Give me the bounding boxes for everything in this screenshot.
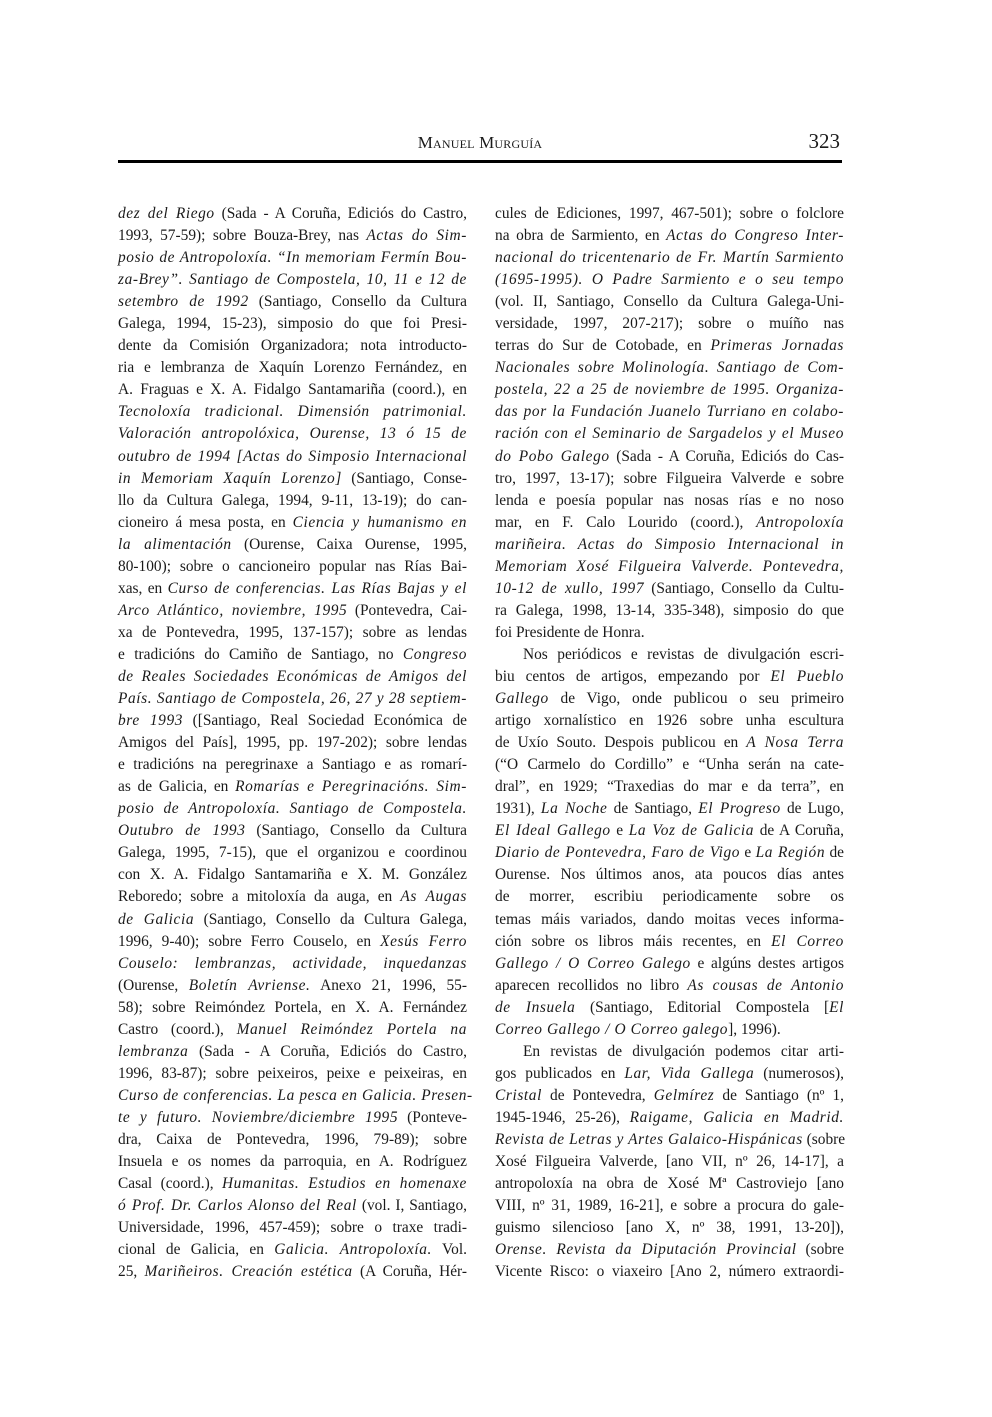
- text-line: [495, 225, 844, 247]
- text-line: [118, 732, 467, 754]
- italic-title: de Galicia: [118, 910, 195, 928]
- body-text: (Sada - A Coruña, Ediciós do Cas-: [609, 447, 844, 465]
- body-text: ], 1996).: [728, 1020, 781, 1038]
- italic-title: El Pueblo: [770, 667, 844, 685]
- body-text: xa de Pontevedra, 1995, 137-157); sobre as lendas: [118, 623, 467, 641]
- text-line: [118, 578, 467, 600]
- text-line: [495, 578, 844, 600]
- italic-title: El Ideal Gallego: [495, 822, 611, 840]
- italic-title: Gallego: [495, 690, 549, 708]
- text-line: [118, 1041, 467, 1063]
- italic-title: Nacionales sobre Molinología. Santiago de Com-: [495, 359, 844, 377]
- body-text: (Ourense,: [118, 976, 189, 994]
- text-line: [118, 997, 467, 1019]
- text-line: [118, 269, 467, 291]
- text-line: [495, 1107, 844, 1129]
- body-text: 1931),: [495, 800, 541, 818]
- text-line: [118, 1239, 467, 1261]
- body-text: con X. A. Fidalgo Santamariña e X. M. González: [118, 866, 467, 884]
- italic-title: Arco Atlántico, noviembre, 1995: [118, 601, 348, 619]
- italic-title: (1695-1995). O Padre Sarmiento e o seu tempo: [495, 271, 844, 289]
- text-line: [495, 688, 844, 710]
- body-text: (Sada - A Coruña, Ediciós do Castro,: [188, 1042, 467, 1060]
- italic-title: As cousas de Antonio: [687, 976, 844, 994]
- italic-title: Curso de conferencias. La pesca en Galicia. Presen-: [118, 1086, 473, 1104]
- body-text: tro, 1997, 13-17); sobre Filgueira Valverde e sobre: [495, 469, 844, 487]
- body-text: 1945-1946, 25-26),: [495, 1108, 630, 1126]
- text-line: [118, 534, 467, 556]
- running-title: Manuel Murguía: [417, 133, 543, 152]
- body-text: En revistas de divulgación podemos citar arti-: [523, 1042, 844, 1060]
- italic-title: Diario de Pontevedra, Faro de Vigo: [495, 844, 741, 862]
- text-line: [495, 622, 844, 644]
- italic-title: te y futuro. Noviembre/diciembre 1995: [118, 1108, 399, 1126]
- body-text: mar, en F. Calo Lourido (coord.),: [495, 513, 757, 531]
- italic-title: Xesús Ferro: [380, 932, 467, 950]
- text-line: [495, 666, 844, 688]
- text-line: [118, 203, 467, 225]
- text-line: [118, 1085, 473, 1107]
- body-text: (sobre: [802, 1130, 846, 1148]
- italic-title: Actas do Sim-: [366, 227, 467, 245]
- body-text: de Vigo, onde publicou o seu primeiro: [548, 690, 844, 708]
- text-line: [495, 335, 844, 357]
- text-line: [118, 247, 467, 269]
- text-line: [495, 909, 844, 931]
- italic-title: Gallego / O Correo Galego: [495, 954, 691, 972]
- body-text: Casal (coord.),: [118, 1175, 222, 1193]
- text-line: [118, 666, 467, 688]
- body-text: (numerosos),: [754, 1064, 844, 1082]
- body-text: 1996, 9-40); sobre Ferro Couselo, en: [118, 932, 381, 950]
- text-line: [118, 1173, 467, 1195]
- italic-title: de Reales Sociedades Económicas de Amigos del: [118, 667, 467, 685]
- body-text: (A Coruña, Hér-: [352, 1263, 467, 1281]
- text-line: [118, 423, 467, 445]
- italic-title: 10-12 de xullo, 1997: [495, 579, 645, 597]
- text-line: [495, 490, 844, 512]
- body-text: xas, en: [118, 579, 168, 597]
- text-line: [495, 291, 844, 313]
- body-text: e: [740, 844, 756, 862]
- body-text: cules de Ediciones, 1997, 467-501); sobre o folclore: [495, 205, 844, 222]
- body-text: 58); sobre Reimóndez Portela, en X. A. Fernández: [118, 998, 467, 1016]
- italic-title: La Región: [755, 844, 826, 862]
- body-text: artigo xornalístico en 1926 sobre unha escultura: [495, 712, 844, 730]
- text-line: [495, 1195, 844, 1217]
- text-line: [495, 203, 844, 225]
- italic-title: de Insuela: [495, 998, 576, 1016]
- text-line: [118, 291, 467, 313]
- italic-title: bre 1993: [118, 712, 184, 730]
- body-text: Nos periódicos e revistas de divulgación escri-: [523, 645, 844, 663]
- text-line: [495, 842, 844, 864]
- body-text: temas máis variados, dando moitas veces informa-: [495, 910, 844, 928]
- body-text: versidade, 1997, 207-217); sobre o muíño nas: [495, 315, 844, 333]
- text-line: [495, 1019, 844, 1041]
- italic-title: El Progreso: [698, 800, 781, 818]
- body-text: Universidade, 1996, 457-459); sobre o traxe tradi-: [118, 1219, 467, 1237]
- body-text: na obra de Sarmiento, en: [495, 227, 667, 245]
- italic-title: Correo Gallego / O Correo galego: [495, 1020, 729, 1038]
- body-text: (Santiago, Conse-: [341, 469, 467, 487]
- italic-title: postela, 22 a 25 de noviembre de 1995. Organiza-: [495, 381, 844, 399]
- italic-title: Congreso: [402, 645, 467, 663]
- text-line: [118, 468, 467, 490]
- italic-title: Humanitas. Estudios en homenaxe: [221, 1175, 467, 1193]
- text-line: [118, 335, 467, 357]
- text-line: [495, 446, 844, 468]
- body-text: e: [610, 822, 629, 840]
- body-text: cioneiro á mesa posta, en: [118, 513, 293, 531]
- text-line: [495, 1173, 844, 1195]
- running-head: [118, 131, 842, 159]
- italic-title: Primeras Jornadas: [710, 337, 844, 355]
- italic-title: Gelmírez: [653, 1086, 715, 1104]
- italic-title: ración con el Seminario de Sargadelos y el Museo: [495, 425, 844, 443]
- text-line: [495, 1151, 844, 1173]
- text-line: [495, 1085, 844, 1107]
- text-line: [118, 798, 467, 820]
- text-line: [118, 931, 467, 953]
- body-text: Insuela e os nomes da parroquia, en A. Rodríguez: [118, 1153, 467, 1171]
- text-line: [118, 886, 467, 908]
- text-line: [495, 1217, 844, 1239]
- text-line: [118, 1217, 467, 1239]
- italic-title: La Voz de Galicia: [628, 822, 755, 840]
- body-text: VIII, nº 31, 1989, 16-21], e sobre a procura do gale-: [495, 1197, 844, 1215]
- text-line: [495, 600, 844, 622]
- body-text: (Santiago, Consello da Cultura Galega,: [194, 910, 467, 928]
- body-text: 1996, 83-87); sobre peixeiros, peixe e peixeiras, en: [118, 1064, 467, 1082]
- body-text: terras do Sur de Cotobade, en: [495, 337, 711, 355]
- italic-title: posio de Antropoloxía. “In memoriam Fermín Bou-: [118, 249, 467, 267]
- body-text: (Ourense, Caixa Ourense, 1995,: [231, 535, 467, 553]
- text-line: [118, 512, 467, 534]
- italic-title: Revista de Letras y Artes Galaico-Hispánicas: [495, 1130, 803, 1148]
- text-line: [118, 754, 467, 776]
- text-line: [495, 864, 844, 886]
- text-line: [118, 556, 467, 578]
- italic-title: Orense. Revista da Diputación Provincial: [495, 1241, 797, 1259]
- italic-title: posio de Antropoloxía. Santiago de Compostela.: [118, 800, 467, 818]
- text-line: [495, 1239, 844, 1261]
- text-line: [495, 1041, 844, 1063]
- text-line: [495, 512, 844, 534]
- italic-title: lembranza: [118, 1042, 189, 1060]
- body-text: Vicente Risco: o viaxeiro [Ano 2, número extraordi-: [495, 1263, 844, 1281]
- text-line: [118, 644, 467, 666]
- body-text: Anexo 21, 1996, 55-: [310, 976, 467, 994]
- body-text: 80-100); sobre o cancioneiro popular nas Rías Bai-: [118, 557, 467, 575]
- text-line: [118, 1151, 467, 1173]
- body-text: aparecen recollidos no libro: [495, 976, 688, 994]
- italic-title: Boletín Avriense.: [188, 976, 311, 994]
- body-text: as de Galicia, en: [118, 778, 236, 796]
- body-text: 25,: [118, 1263, 145, 1281]
- text-line: [118, 490, 467, 512]
- body-text: de Pontevedra,: [541, 1086, 654, 1104]
- text-line: [495, 556, 844, 578]
- body-text: gos publicados en: [495, 1064, 625, 1082]
- body-text: (Sada - A Coruña, Ediciós do Castro,: [214, 205, 467, 222]
- body-text: antropoloxía na obra de Xosé Mª Castroviejo [ano: [495, 1175, 844, 1193]
- body-text: 1993, 57-59); sobre Bouza-Brey, nas: [118, 227, 367, 245]
- italic-title: Actas do Congreso Inter-: [666, 227, 845, 245]
- italic-title: la alimentación: [118, 535, 232, 553]
- text-line: [495, 953, 844, 975]
- body-text: e algúns destes artigos: [690, 954, 844, 972]
- left-column: [118, 203, 473, 1283]
- italic-title: Valoración antropolóxica, Ourense, 13 ó 15 de: [118, 425, 467, 443]
- text-line: [495, 401, 844, 423]
- body-text: Castro (coord.),: [118, 1020, 237, 1038]
- text-line: [495, 776, 844, 798]
- body-text: ria e lembranza de Xaquín Lorenzo Fernández, en: [118, 359, 467, 377]
- body-text: e tradicións na peregrinaxe a Santiago e as romarí-: [118, 756, 467, 774]
- text-line: [118, 1019, 467, 1041]
- italic-title: setembro de 1992: [118, 293, 249, 311]
- italic-title: Antropoloxía: [756, 513, 844, 531]
- body-text: de Santiago,: [607, 800, 699, 818]
- text-line: [118, 710, 467, 732]
- body-text: Vol.: [432, 1241, 467, 1259]
- text-line: [118, 953, 467, 975]
- body-text: dente da Comisión Organizadora; nota introducto-: [118, 337, 467, 355]
- text-line: [495, 313, 844, 335]
- text-line: [118, 842, 467, 864]
- body-text: (vol. I, Santiago,: [356, 1197, 467, 1215]
- italic-title: do Pobo Galego: [495, 447, 610, 465]
- text-line: [118, 313, 467, 335]
- body-text: guismo silencioso [ano X, nº 38, 1991, 13-20]),: [495, 1219, 844, 1237]
- text-line: [118, 357, 467, 379]
- body-text: (Santiago, Consello da Cultura: [248, 293, 467, 311]
- body-text: de morrer, escribiu periodicamente sobre os: [495, 888, 844, 906]
- text-line: [118, 1195, 467, 1217]
- body-text: ([Santiago, Real Sociedad Económica de: [183, 712, 468, 730]
- body-text: (vol. II, Santiago, Consello da Cultura Galega-Uni-: [495, 293, 844, 311]
- body-text: de A Coruña,: [754, 822, 845, 840]
- body-text: ra Galega, 1998, 13-14, 335-348), simposio do que: [495, 601, 844, 619]
- italic-title: Memoriam Xosé Filgueira Valverde. Pontevedra,: [495, 557, 844, 575]
- text-line: [495, 754, 844, 776]
- header-rule: [118, 160, 842, 163]
- text-line: [495, 997, 844, 1019]
- italic-title: Couselo: lembranzas, actividade, inquedanzas: [118, 954, 467, 972]
- italic-title: Romarías e Peregrinacións. Sim-: [235, 778, 467, 796]
- text-line: [495, 644, 844, 666]
- text-line: [118, 820, 467, 842]
- italic-title: La Noche: [540, 800, 608, 818]
- body-text: biu centos de artigos, empezando por: [495, 667, 771, 685]
- text-line: [118, 225, 467, 247]
- italic-title: za-Brey”. Santiago de Compostela, 10, 11 e 12 de: [118, 271, 467, 289]
- body-text: dra, Caixa de Pontevedra, 1996, 79-89); sobre: [118, 1130, 467, 1148]
- body-text: de Uxío Souto. Despois publicou en: [495, 734, 747, 752]
- body-text: de Lugo,: [780, 800, 844, 818]
- text-line: [495, 1261, 844, 1283]
- text-line: [495, 1129, 844, 1151]
- body-text: (Ponteve-: [398, 1108, 468, 1126]
- italic-title: Raigame, Galicia en Madrid.: [629, 1108, 844, 1126]
- text-line: [118, 1129, 467, 1151]
- body-text: Ourense. Nos últimos anos, ata poucos días antes: [495, 866, 844, 884]
- italic-title: outubro de 1994 [Actas do Simposio Internacional: [118, 447, 467, 465]
- italic-title: Ciencia y humanismo en: [292, 513, 467, 531]
- text-line: [495, 975, 844, 997]
- body-text: (Santiago, Editorial Compostela [: [575, 998, 830, 1016]
- text-line: [118, 776, 467, 798]
- body-text: A. Fraguas e X. A. Fidalgo Santamariña (coord.), en: [118, 381, 467, 399]
- body-text: (Santiago, Consello da Cultu-: [644, 579, 844, 597]
- italic-title: El Correo: [771, 932, 844, 950]
- body-text: lenda e poesía popular nas nosas rías e no noso: [495, 491, 844, 509]
- italic-title: El: [829, 998, 844, 1016]
- text-line: [495, 534, 844, 556]
- italic-title: As Augas: [400, 888, 467, 906]
- page-number: 323: [808, 129, 840, 153]
- italic-title: in Memoriam Xaquín Lorenzo]: [118, 469, 342, 487]
- text-line: [118, 446, 467, 468]
- body-text: Galega, 1995, 7-15), que el organizou e coordinou: [118, 844, 467, 862]
- text-line: [118, 1107, 467, 1129]
- body-text: (Pontevedra, Cai-: [347, 601, 467, 619]
- text-line: [495, 798, 844, 820]
- italic-title: mariñeira. Actas do Simposio Internacional in: [495, 535, 844, 553]
- italic-title: Manuel Reimóndez Portela na: [236, 1020, 468, 1038]
- italic-title: Mariñeiros. Creación estética: [144, 1263, 353, 1281]
- text-line: [495, 886, 844, 908]
- italic-title: dez del Riego: [118, 205, 215, 222]
- italic-title: Tecnoloxía tradicional. Dimensión patrimonial.: [118, 403, 467, 421]
- body-text: e tradicións do Camiño de Santiago, no: [118, 645, 403, 663]
- text-line: [495, 269, 844, 291]
- text-line: [495, 820, 844, 842]
- body-text: Amigos del País], 1995, pp. 197-202); sobre lendas: [118, 734, 467, 752]
- text-line: [495, 247, 844, 269]
- italic-title: País. Santiago de Compostela, 26, 27 y 28 septiem-: [118, 690, 467, 708]
- text-line: [495, 423, 844, 445]
- italic-title: Curso de conferencias. Las Rías Bajas y el: [167, 579, 467, 597]
- italic-title: Outubro de 1993: [118, 822, 246, 840]
- text-line: [495, 379, 844, 401]
- body-text: Galega, 1994, 15-23), simposio do que foi Presi-: [118, 315, 467, 333]
- body-text: (Santiago, Consello da Cultura: [245, 822, 467, 840]
- italic-title: Galicia. Antropoloxía.: [274, 1241, 432, 1259]
- text-line: [118, 622, 467, 644]
- text-line: [495, 468, 844, 490]
- text-line: [495, 357, 844, 379]
- body-text: de: [825, 844, 844, 862]
- body-text: Reboredo; sobre a mitoloxía da auga, en: [118, 888, 401, 906]
- text-line: [118, 909, 467, 931]
- text-line: [118, 975, 467, 997]
- italic-title: Lar, Vida Gallega: [624, 1064, 755, 1082]
- text-line: [118, 401, 467, 423]
- text-line: [118, 1063, 467, 1085]
- text-line: [495, 1063, 844, 1085]
- italic-title: das por la Fundación Juanelo Turriano en colabo-: [495, 403, 844, 421]
- text-line: [118, 1261, 467, 1283]
- text-line: [118, 600, 467, 622]
- text-line: [495, 931, 844, 953]
- body-text: de Santiago (nº 1,: [714, 1086, 844, 1104]
- body-text: (sobre: [796, 1241, 844, 1259]
- right-column: [495, 203, 844, 1283]
- body-text: llo da Cultura Galega, 1994, 9-11, 13-19); do can-: [118, 491, 467, 509]
- italic-title: nacional do tricentenario de Fr. Martín Sarmiento: [495, 249, 844, 267]
- text-line: [118, 688, 467, 710]
- italic-title: A Nosa Terra: [746, 734, 844, 752]
- body-text: Xosé Filgueira Valverde, [ano VII, nº 26, 14-17], a: [495, 1153, 844, 1171]
- italic-title: ó Prof. Dr. Carlos Alonso del Real: [118, 1197, 357, 1215]
- italic-title: Cristal: [495, 1086, 542, 1104]
- body-text: foi Presidente de Honra.: [495, 623, 645, 641]
- text-line: [118, 864, 467, 886]
- text-line: [118, 379, 467, 401]
- text-line: [495, 732, 844, 754]
- body-text: ción sobre os libros máis recentes, en: [495, 932, 772, 950]
- text-line: [495, 710, 844, 732]
- body-text: dral”, en 1929; “Traxedias do mar e da terra”, en: [495, 778, 844, 796]
- body-text: cional de Galicia, en: [118, 1241, 275, 1259]
- body-text: (“O Carmelo do Cordillo” e “Unha serán na cate-: [495, 756, 844, 774]
